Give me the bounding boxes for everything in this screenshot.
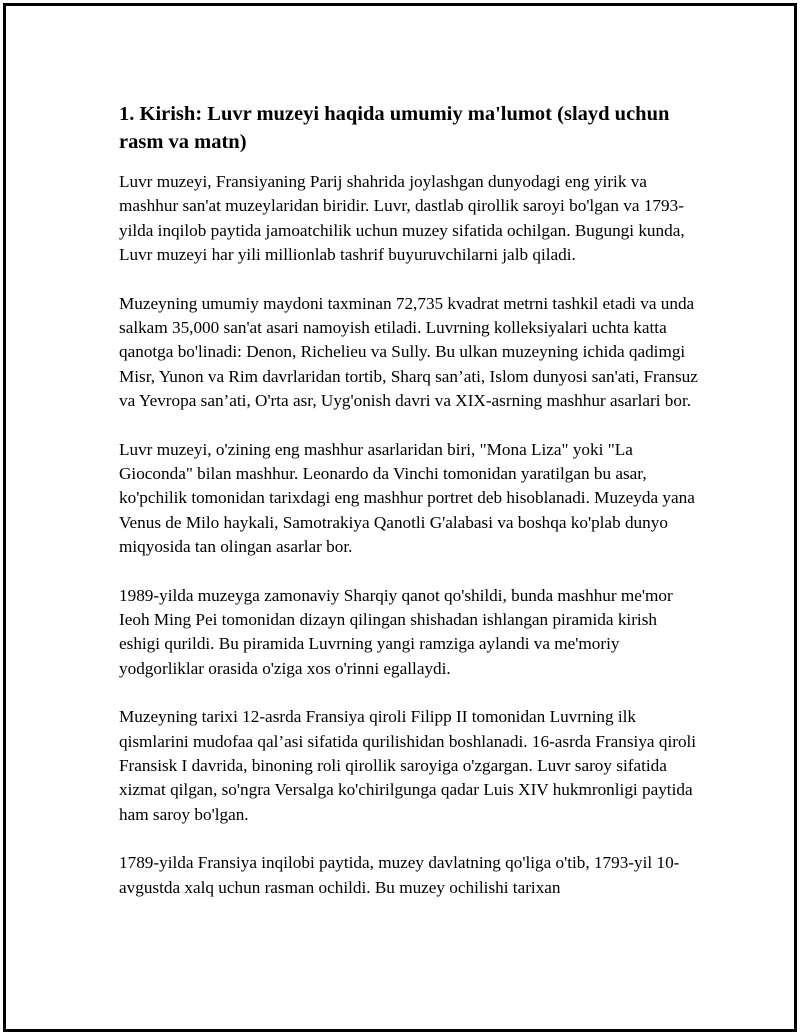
paragraph-revolution: 1789-yilda Fransiya inqilobi paytida, muzey davlatning qo'liga o'tib, 1793-yil 10-avgustda xalq uchun rasman ochildi. Bu muzey ochilishi tarixan bbox=[119, 853, 680, 897]
paragraph-area-collections: Muzeyning umumiy maydoni taxminan 72,735 kvadrat metrni tashkil etadi va unda salkam 35,000 san'at asari namoyish etiladi. Luvrning kolleksiyalari uchta katta qanotga bo'linadi: Denon, Richelieu va Sully. Bu ulkan muzeyning ichida qadimgi Misr, Yunon va Rim davrlaridan tortib, Sharq san’ati, Islom dunyosi san'ati, Fransuz va Yevropa san’ati, O'rta asr, Uyg'onish davri va XIX-asrning mashhur asarlari bor. bbox=[119, 293, 698, 410]
paragraph-pyramid: 1989-yilda muzeyga zamonaviy Sharqiy qanot qo'shildi, bunda mashhur me'mor Ieoh Ming Pei tomonidan dizayn qilingan shishadan ishlangan piramida kirish eshigi qurildi. Bu piramida Luvrning yangi ramziga aylandi va me'moriy yodgorliklar orasida o'ziga xos o'rinni egallaydi. bbox=[119, 585, 673, 678]
paragraph-mona-lisa: Luvr muzeyi, o'zining eng mashhur asarlaridan biri, "Mona Liza" yoki "La Gioconda" bilan mashhur. Leonardo da Vinchi tomonidan yaratilgan bu asar, ko'pchilik tomonidan tarixdagi eng mashhur portret deb hisoblanadi. Muzeyda yana Venus de Milo haykali, Samotrakiya Qanotli G'alabasi va boshqa ko'plab dunyo miqyosida tan olingan asarlar bor. bbox=[119, 439, 695, 556]
section-heading: 1. Kirish: Luvr muzeyi haqida umumiy ma'lumot (slayd uchun rasm va matn) bbox=[119, 103, 670, 153]
paragraph-intro: Luvr muzeyi, Fransiyaning Parij shahrida joylashgan dunyodagi eng yirik va mashhur san'at muzeylaridan biridir. Luvr, dastlab qirollik saroyi bo'lgan va 1793-yilda inqilob paytida jamoatchilik uchun muzey sifatida ochilgan. Bugungi kunda, Luvr muzeyi har yili millionlab tashrif buyuruvchilarni jalb qiladi. bbox=[119, 172, 685, 264]
paragraph-history: Muzeyning tarixi 12-asrda Fransiya qiroli Filipp II tomonidan Luvrning ilk qismlarini mudofaa qal’asi sifatida qurilishidan boshlanadi. 16-asrda Fransiya qiroli Fransisk I davrida, binoning roli qirollik saroyiga o'zgargan. Luvr saroy sifatida xizmat qilgan, so'ngra Versalga ko'chirilgunga qadar Luis XIV hukmronligi paytida ham saroy bo'lgan. bbox=[119, 707, 697, 824]
document-page bbox=[3, 3, 797, 1032]
document-body bbox=[119, 100, 699, 924]
